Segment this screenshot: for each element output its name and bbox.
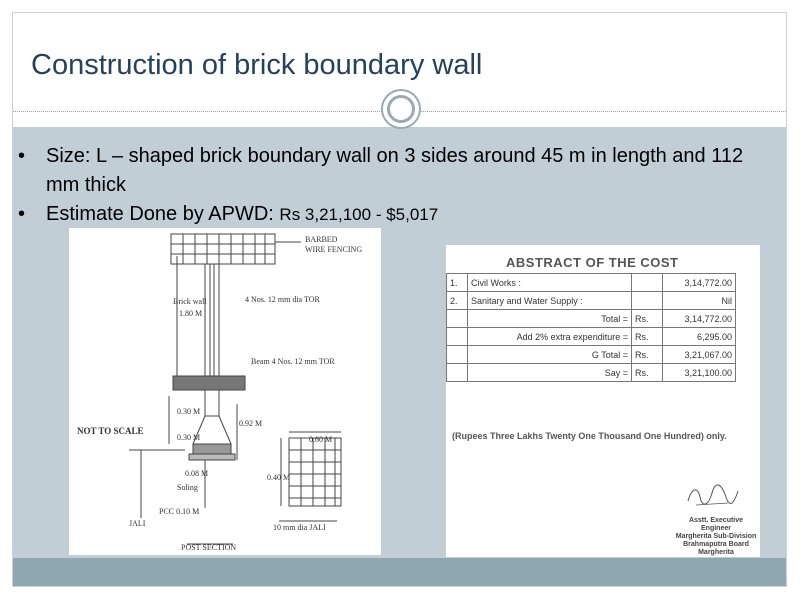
table-row bbox=[447, 274, 736, 292]
jali-grid bbox=[289, 438, 341, 506]
bullet-estimate bbox=[18, 200, 758, 229]
row-no bbox=[447, 346, 468, 364]
row-no bbox=[447, 364, 468, 382]
footer-bar bbox=[13, 558, 786, 586]
table-row bbox=[447, 292, 736, 310]
amount-in-words: (Rupees Three Lakhs Twenty One Thousand One Hundred) only. bbox=[452, 431, 727, 441]
bullet-list bbox=[18, 142, 758, 229]
row-no bbox=[447, 310, 468, 328]
row-amount: 6,295.00 bbox=[663, 328, 736, 346]
plinth-beam bbox=[173, 376, 245, 390]
label-dim-008: 0.08 M bbox=[185, 469, 209, 478]
label-dim-092: 0.92 M bbox=[239, 419, 263, 428]
label-bars-top: 4 Nos. 12 mm dia TOR bbox=[245, 295, 320, 304]
row-no: 2. bbox=[447, 292, 468, 310]
row-sep: : bbox=[518, 277, 521, 288]
label-dim-030: 0.30 M bbox=[177, 407, 201, 416]
row-sep: = bbox=[622, 313, 628, 324]
row-unit: Rs. bbox=[632, 328, 663, 346]
label-brick-height: 1.80 M bbox=[179, 309, 203, 318]
row-item bbox=[468, 328, 632, 346]
row-item-text: G Total bbox=[591, 349, 621, 360]
slide-title: Construction of brick boundary wall bbox=[31, 49, 483, 81]
row-item bbox=[468, 364, 632, 382]
table-row bbox=[447, 364, 736, 382]
row-sep: = bbox=[622, 367, 628, 378]
label-wire-fencing: WIRE FENCING bbox=[305, 245, 363, 254]
officer-stamp bbox=[674, 517, 758, 557]
row-item-text: Civil Works bbox=[471, 277, 516, 288]
post-section-svg bbox=[69, 228, 381, 555]
row-unit bbox=[632, 292, 663, 310]
label-barbed: BARBED bbox=[305, 235, 338, 244]
row-unit: Rs. bbox=[632, 364, 663, 382]
row-item bbox=[468, 274, 632, 292]
row-unit: Rs. bbox=[632, 346, 663, 364]
cost-abstract bbox=[446, 245, 760, 557]
row-amount: 3,14,772.00 bbox=[663, 274, 736, 292]
row-item-text: Add 2% extra expenditure bbox=[516, 331, 621, 342]
row-item bbox=[468, 310, 632, 328]
label-jali: JALI bbox=[129, 519, 146, 528]
label-dim-030b: 0.30 M bbox=[177, 433, 201, 442]
row-no bbox=[447, 328, 468, 346]
bullet-estimate-amount: Rs 3,21,100 - $5,017 bbox=[279, 205, 439, 224]
label-not-to-scale: NOT TO SCALE bbox=[77, 426, 144, 436]
row-amount: 3,21,067.00 bbox=[663, 346, 736, 364]
bullet-estimate-text: Estimate Done by APWD: bbox=[46, 203, 280, 225]
cost-table bbox=[446, 273, 736, 382]
stamp-line: Brahmaputra Board bbox=[683, 541, 749, 548]
barbed-wire-grid bbox=[171, 234, 275, 264]
bullet-size-text: Size: L – shaped brick boundary wall on 3 sides around 45 m in length and 112 mm thick bbox=[46, 145, 744, 196]
label-pcc: PCC 0.10 M bbox=[159, 507, 200, 516]
row-item-text: Sanitary and Water Supply bbox=[471, 295, 578, 306]
abstract-title: ABSTRACT OF THE COST bbox=[506, 255, 679, 270]
row-amount: Nil bbox=[663, 292, 736, 310]
row-unit: Rs. bbox=[632, 310, 663, 328]
row-item-text: Say bbox=[604, 367, 621, 378]
table-row bbox=[447, 328, 736, 346]
row-amount: 3,21,100.00 bbox=[663, 364, 736, 382]
label-jali-right: 10 mm dia JALI bbox=[273, 523, 326, 532]
row-sep: = bbox=[622, 349, 628, 360]
post-section-drawing bbox=[69, 228, 381, 555]
row-unit bbox=[632, 274, 663, 292]
row-sep: : bbox=[580, 295, 583, 306]
footing-soling bbox=[193, 444, 231, 454]
row-sep: = bbox=[622, 331, 628, 342]
row-amount: 3,14,772.00 bbox=[663, 310, 736, 328]
label-beam: Beam 4 Nos. 12 mm TOR bbox=[251, 357, 335, 366]
row-item-text: Total bbox=[601, 313, 621, 324]
label-soling: Soling bbox=[177, 483, 198, 492]
table-row bbox=[447, 346, 736, 364]
label-dim-040: 0.40 M bbox=[267, 473, 291, 482]
stamp-line: Asstt. Executive Engineer bbox=[688, 517, 744, 532]
stamp-line: Margherita Sub-Division bbox=[675, 533, 757, 540]
post-column bbox=[205, 264, 219, 376]
label-brick-wall: Brick wall bbox=[173, 297, 207, 306]
stamp-line: Margherita bbox=[698, 549, 734, 556]
table-row bbox=[447, 310, 736, 328]
label-post-section: POST SECTION bbox=[181, 543, 237, 552]
row-item bbox=[468, 346, 632, 364]
signature-icon bbox=[682, 481, 742, 511]
row-item bbox=[468, 292, 632, 310]
label-dim-060: 0.60 M bbox=[309, 435, 333, 444]
ring-ornament-icon bbox=[381, 89, 421, 129]
row-no: 1. bbox=[447, 274, 468, 292]
bullet-size bbox=[18, 142, 758, 200]
